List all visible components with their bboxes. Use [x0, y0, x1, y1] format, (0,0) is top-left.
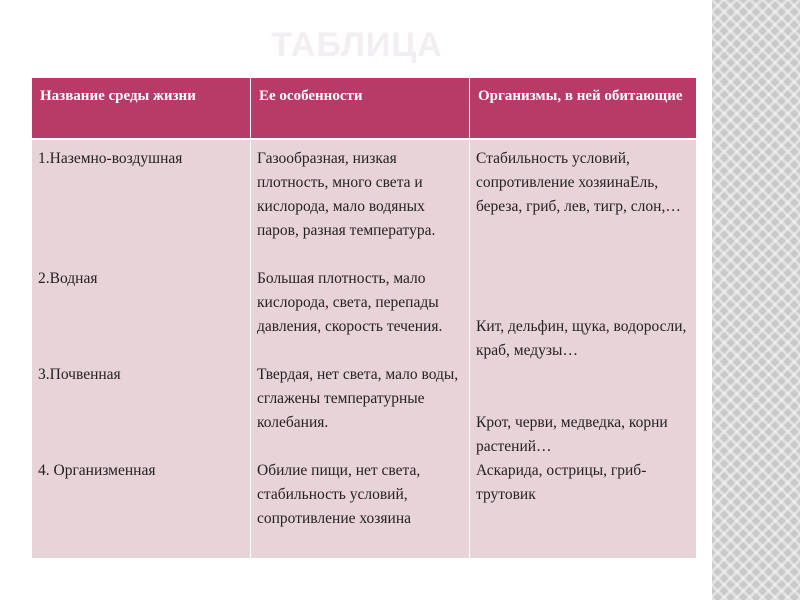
organisms-2: Кит, дельфин, щука, водоросли, краб, медузы… — [476, 318, 687, 359]
header-organisms: Организмы, в ней обитающие — [470, 78, 696, 138]
habitat-table — [32, 78, 696, 558]
features-3: Твердая, нет света, мало воды, сглажены температурные колебания. — [257, 366, 459, 431]
slide-title: ТАБЛИЦА — [271, 26, 443, 64]
features-cell — [251, 138, 470, 558]
header-habitat-name: Название среды жизни — [32, 78, 251, 138]
table-row — [32, 138, 696, 558]
habitat-name-1: 1.Наземно-воздушная — [38, 150, 183, 167]
features-2: Большая плотность, мало кислорода, света, перепады давления, скорость течения. — [257, 270, 443, 335]
features-1: Газообразная, низкая плотность, много света и кислорода, мало водяных паров, разная температура. — [257, 150, 436, 239]
organisms-cell — [470, 138, 696, 558]
organisms-3: Крот, черви, медведка, корни растений… — [476, 414, 668, 455]
header-features: Ее особенности — [251, 78, 470, 138]
habitat-name-3: 3.Почвенная — [38, 366, 121, 383]
habitat-name-4: 4. Организменная — [38, 462, 156, 479]
decorative-side-pattern — [712, 0, 800, 600]
organisms-1: Стабильность условий, сопротивление хозяинаЕль, береза, гриб, лев, тигр, слон,… — [476, 150, 681, 215]
habitat-names-cell — [32, 138, 251, 558]
organisms-4: Аскарида, острицы, гриб-трутовик — [476, 462, 647, 503]
habitat-name-2: 2.Водная — [38, 270, 98, 287]
table-header-row — [32, 78, 696, 138]
features-4: Обилие пищи, нет света, стабильность условий, сопротивление хозяина — [257, 462, 421, 527]
